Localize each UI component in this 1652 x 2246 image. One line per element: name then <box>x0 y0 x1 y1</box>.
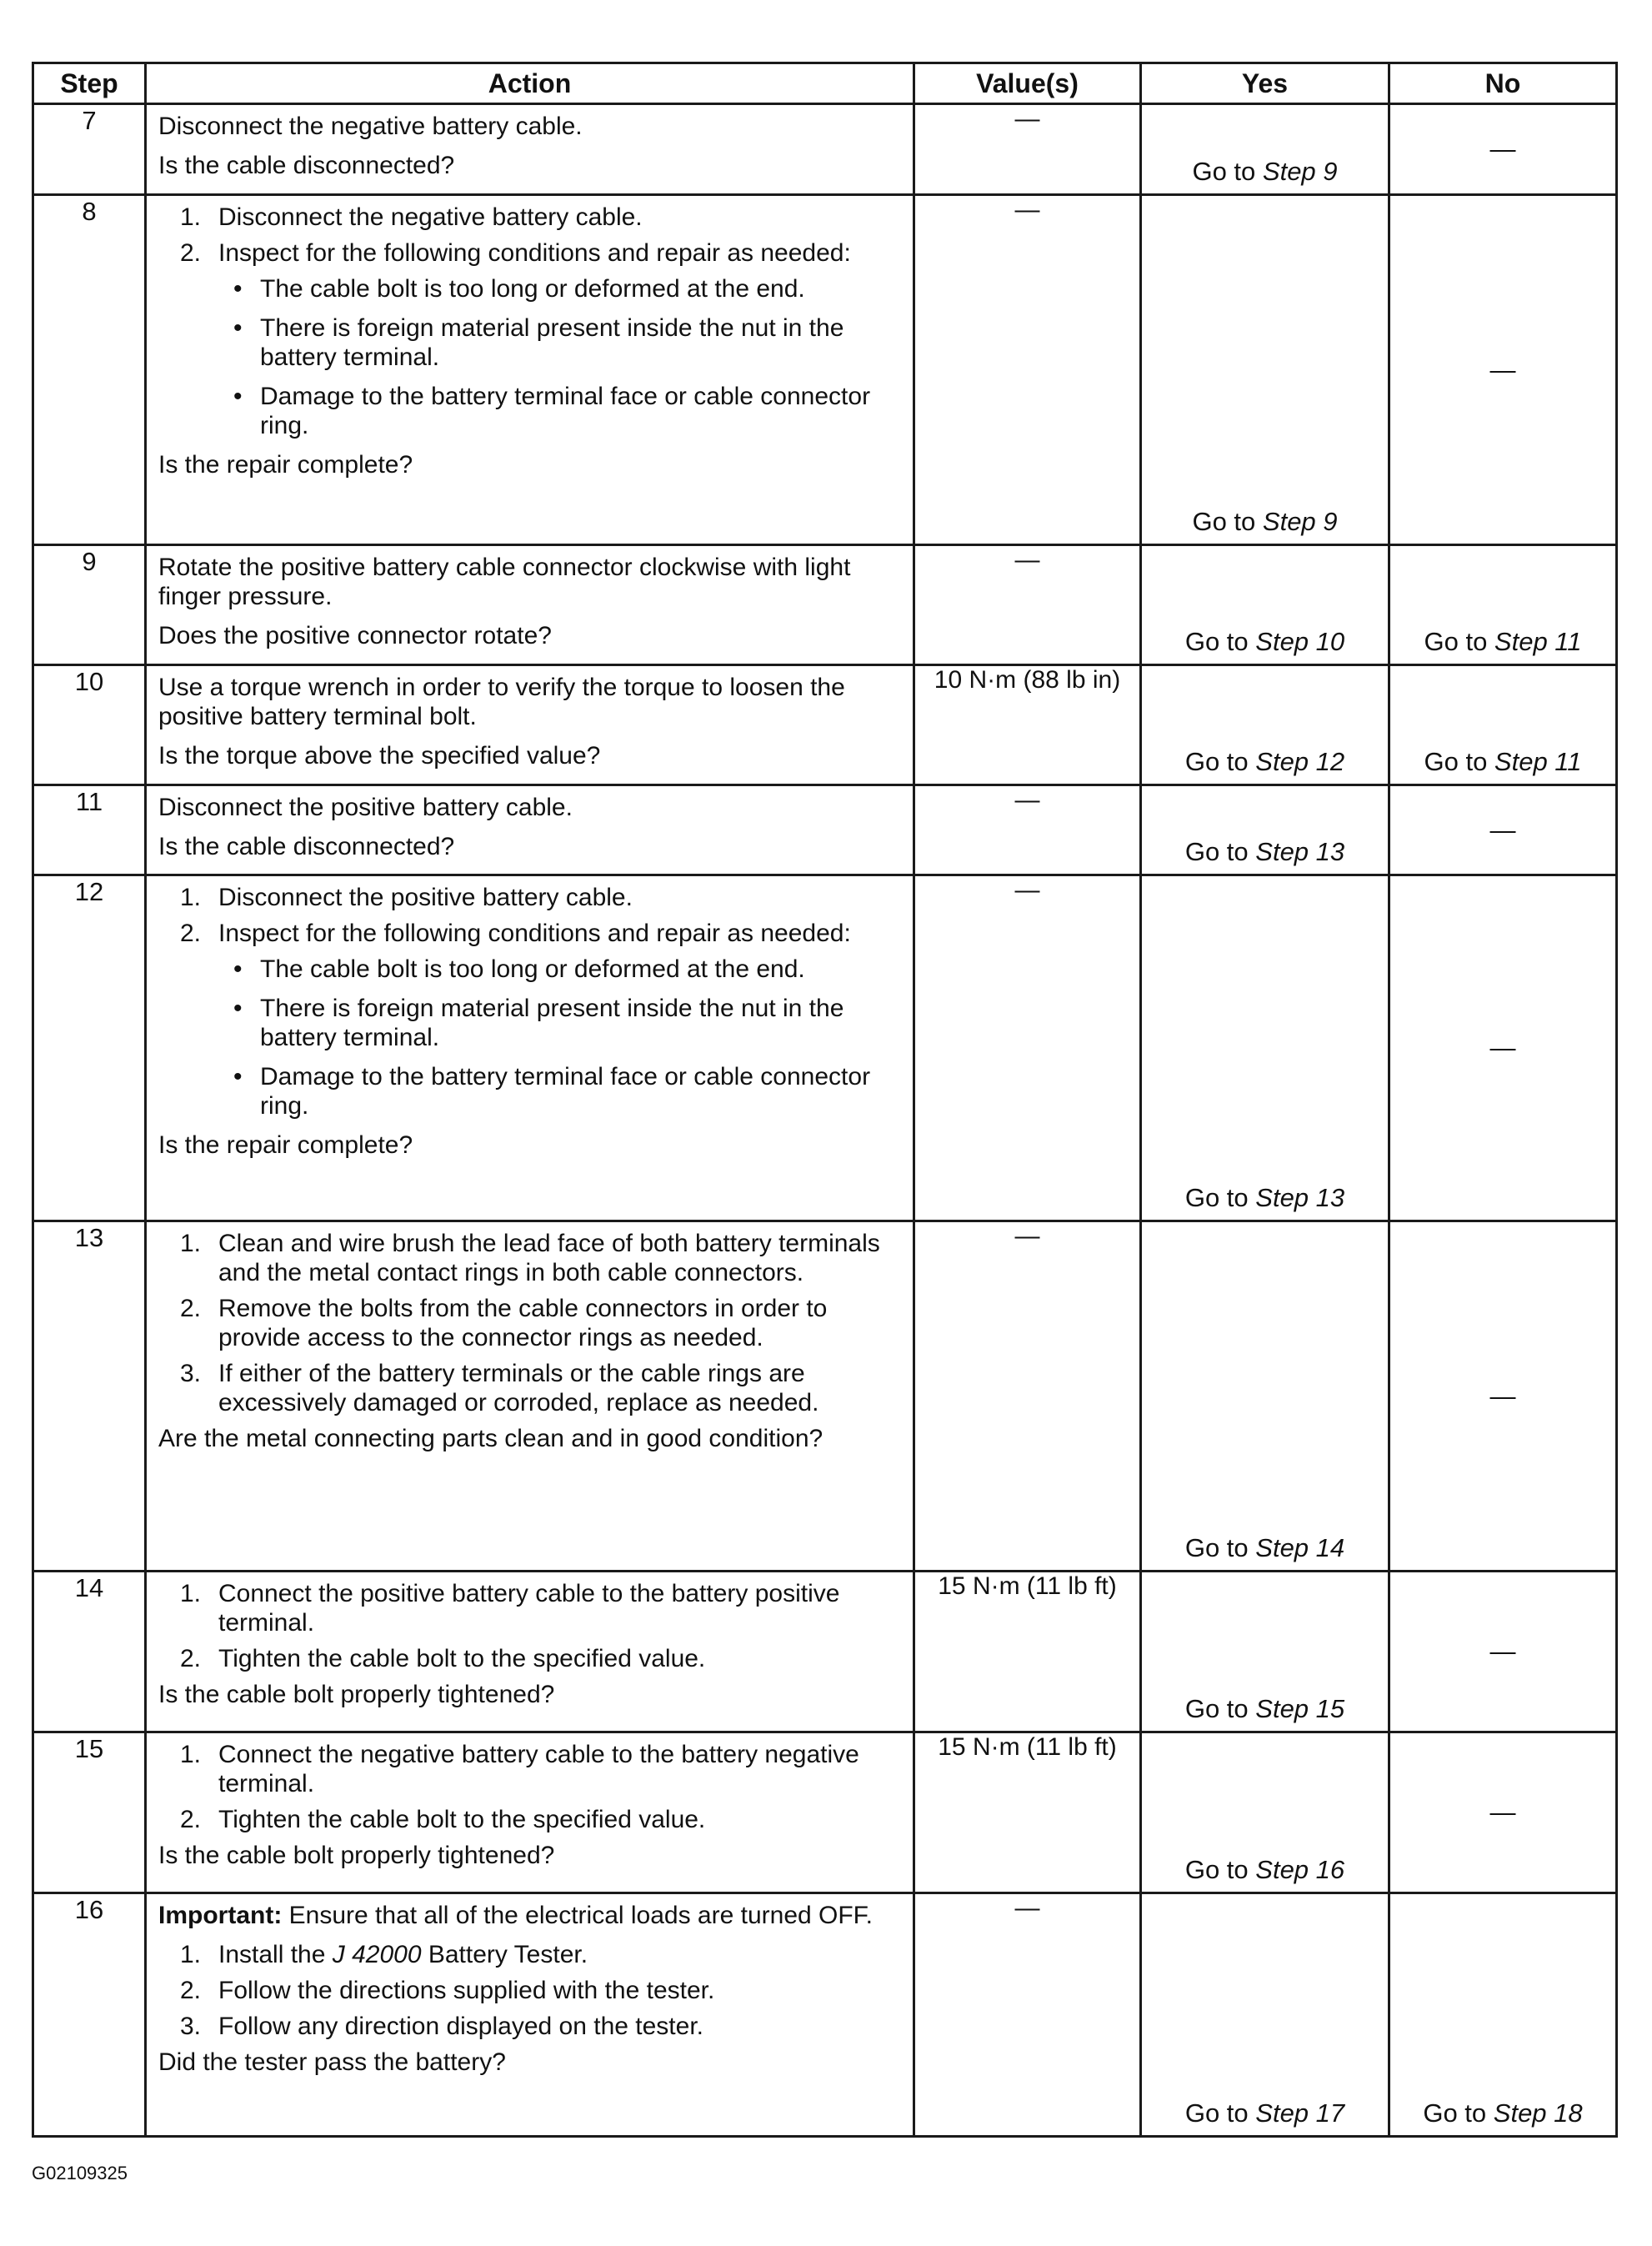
step-link[interactable]: Step 13 <box>1255 1183 1345 1212</box>
action-cell <box>146 195 914 545</box>
step-link[interactable]: Step 13 <box>1255 837 1345 866</box>
tool-name: J 42000 <box>332 1941 422 1968</box>
table-row <box>33 1221 1617 1572</box>
list-item <box>158 1940 903 1969</box>
action-cell <box>146 1732 914 1893</box>
item-number: 2. <box>180 1645 202 1672</box>
table-body <box>33 104 1617 2137</box>
yes-goto <box>1142 747 1388 777</box>
yes-cell <box>1141 1221 1389 1572</box>
item-number: 2. <box>180 920 202 947</box>
no-goto <box>1390 627 1615 657</box>
action-question: Did the tester pass the battery? <box>158 2048 506 2076</box>
numbered-list <box>158 1940 903 2041</box>
item-number: 1. <box>180 1741 202 1768</box>
table-row <box>33 1572 1617 1732</box>
item-text: Battery Tester. <box>421 1941 588 1968</box>
bullet-item: • There is foreign material present inside the nut in the battery terminal. <box>218 313 903 372</box>
item-text: Disconnect the negative battery cable. <box>218 203 643 231</box>
step-number: 9 <box>33 545 146 665</box>
item-number: 3. <box>180 1360 202 1387</box>
goto-prefix: Go to <box>1184 1855 1256 1884</box>
action-instruction: Disconnect the negative battery cable. <box>158 113 583 140</box>
goto-prefix: Go to <box>1192 507 1263 536</box>
yes-cell <box>1141 785 1389 875</box>
step-number: 7 <box>33 104 146 195</box>
step-number: 8 <box>33 195 146 545</box>
item-number: 2. <box>180 1806 202 1833</box>
yes-cell <box>1141 665 1389 785</box>
list-item <box>158 919 903 1120</box>
table-row <box>33 1893 1617 2137</box>
goto-prefix: Go to <box>1424 747 1494 776</box>
step-link[interactable]: Step 17 <box>1255 2098 1345 2128</box>
no-cell <box>1389 665 1617 785</box>
step-number: 12 <box>33 875 146 1221</box>
no-dash: — <box>1489 815 1516 845</box>
bullet-item: • Damage to the battery terminal face or cable connector ring. <box>218 1062 903 1120</box>
step-number: 11 <box>33 785 146 875</box>
header-values: Value(s) <box>914 63 1141 104</box>
no-dash: — <box>1489 1637 1516 1666</box>
value-cell: — <box>914 1221 1141 1572</box>
action-question: Is the cable bolt properly tightened? <box>158 1842 555 1869</box>
item-number: 1. <box>180 203 202 231</box>
step-link[interactable]: Step 12 <box>1255 747 1345 776</box>
figure-id: G02109325 <box>32 2163 128 2183</box>
item-text: Inspect for the following conditions and repair as needed: <box>218 239 851 267</box>
action-cell <box>146 545 914 665</box>
step-link[interactable]: Step 18 <box>1493 2098 1583 2128</box>
table-row <box>33 665 1617 785</box>
value-cell: 10 N·m (88 lb in) <box>914 665 1141 785</box>
no-cell <box>1389 875 1617 1221</box>
goto-prefix: Go to <box>1184 2098 1256 2128</box>
no-cell <box>1389 1732 1617 1893</box>
yes-goto <box>1142 1855 1388 1885</box>
value-cell: — <box>914 545 1141 665</box>
yes-cell <box>1141 1572 1389 1732</box>
goto-prefix: Go to <box>1184 1694 1256 1723</box>
no-dash: — <box>1489 1381 1516 1411</box>
table-row <box>33 875 1617 1221</box>
goto-prefix: Go to <box>1184 627 1256 656</box>
item-text: Install the <box>218 1941 333 1968</box>
list-item <box>158 883 903 912</box>
important-text: Ensure that all of the electrical loads are turned OFF. <box>282 1902 874 1929</box>
list-item <box>158 203 903 232</box>
bullet-list <box>218 955 903 1120</box>
no-goto <box>1390 2098 1615 2128</box>
step-number: 14 <box>33 1572 146 1732</box>
no-goto <box>1390 747 1615 777</box>
yes-goto <box>1142 507 1388 537</box>
list-item <box>158 238 903 440</box>
item-number: 1. <box>180 884 202 911</box>
numbered-list <box>158 1740 903 1834</box>
numbered-list <box>158 203 903 440</box>
list-item <box>158 1294 903 1352</box>
item-number: 1. <box>180 1230 202 1257</box>
value-cell: — <box>914 1893 1141 2137</box>
step-link[interactable]: Step 10 <box>1255 627 1345 656</box>
step-number: 15 <box>33 1732 146 1893</box>
list-item <box>158 1359 903 1417</box>
goto-prefix: Go to <box>1192 157 1263 186</box>
yes-cell <box>1141 545 1389 665</box>
action-cell <box>146 875 914 1221</box>
step-number: 16 <box>33 1893 146 2137</box>
goto-prefix: Go to <box>1184 837 1256 866</box>
no-dash: — <box>1489 1033 1516 1062</box>
yes-goto <box>1142 837 1388 867</box>
action-question: Is the cable disconnected? <box>158 152 455 179</box>
no-cell <box>1389 1572 1617 1732</box>
list-item <box>158 1976 903 2005</box>
action-instruction: Rotate the positive battery cable connector clockwise with light finger pressure. <box>158 554 851 610</box>
yes-cell <box>1141 875 1389 1221</box>
list-item <box>158 1579 903 1637</box>
important-note <box>158 1901 903 1930</box>
value-cell: — <box>914 875 1141 1221</box>
yes-goto <box>1142 627 1388 657</box>
action-cell <box>146 785 914 875</box>
yes-cell <box>1141 1893 1389 2137</box>
step-link[interactable]: Step 14 <box>1255 1533 1345 1562</box>
action-question: Is the cable bolt properly tightened? <box>158 1681 555 1708</box>
bullet-item: • There is foreign material present inside the nut in the battery terminal. <box>218 994 903 1052</box>
header-step: Step <box>33 63 146 104</box>
step-link[interactable]: Step 11 <box>1494 627 1582 656</box>
bullet-item: • Damage to the battery terminal face or cable connector ring. <box>218 382 903 440</box>
value-cell: 15 N·m (11 lb ft) <box>914 1732 1141 1893</box>
item-text: Connect the positive battery cable to the battery positive terminal. <box>218 1580 840 1637</box>
goto-prefix: Go to <box>1184 747 1256 776</box>
table-row <box>33 195 1617 545</box>
action-question: Does the positive connector rotate? <box>158 622 552 649</box>
action-question: Are the metal connecting parts clean and in good condition? <box>158 1425 823 1452</box>
action-question: Is the repair complete? <box>158 1131 413 1159</box>
item-number: 1. <box>180 1941 202 1968</box>
list-item <box>158 1740 903 1798</box>
bullet-item: • The cable bolt is too long or deformed at the end. <box>218 955 903 984</box>
item-text: Clean and wire brush the lead face of both battery terminals and the metal contact rings in both cable connectors. <box>218 1230 880 1286</box>
list-item <box>158 2012 903 2041</box>
action-question: Is the repair complete? <box>158 451 413 479</box>
action-cell <box>146 1893 914 2137</box>
yes-goto <box>1142 1694 1388 1724</box>
yes-cell <box>1141 1732 1389 1893</box>
no-cell <box>1389 1893 1617 2137</box>
value-cell: 15 N·m (11 lb ft) <box>914 1572 1141 1732</box>
item-text: Tighten the cable bolt to the specified value. <box>218 1806 706 1833</box>
numbered-list <box>158 1579 903 1673</box>
yes-goto <box>1142 2098 1388 2128</box>
item-text: Disconnect the positive battery cable. <box>218 884 633 911</box>
item-number: 2. <box>180 1295 202 1322</box>
value-cell: — <box>914 104 1141 195</box>
step-link[interactable]: Step 16 <box>1255 1855 1345 1884</box>
bullet-list <box>218 274 903 440</box>
action-cell <box>146 1221 914 1572</box>
no-cell <box>1389 785 1617 875</box>
no-cell <box>1389 104 1617 195</box>
action-cell <box>146 104 914 195</box>
numbered-list <box>158 1229 903 1417</box>
item-text: If either of the battery terminals or the cable rings are excessively damaged or corroded, replace as needed. <box>218 1360 819 1416</box>
table-row <box>33 104 1617 195</box>
yes-goto <box>1142 157 1388 187</box>
action-cell <box>146 665 914 785</box>
diagnostic-table <box>32 62 1618 2138</box>
list-item <box>158 1644 903 1673</box>
yes-goto <box>1142 1533 1388 1563</box>
step-link[interactable]: Step 9 <box>1262 157 1338 186</box>
value-cell: — <box>914 195 1141 545</box>
item-number: 1. <box>180 1580 202 1607</box>
item-text: Follow the directions supplied with the tester. <box>218 1977 715 2004</box>
action-question: Is the cable disconnected? <box>158 833 455 860</box>
no-cell <box>1389 1221 1617 1572</box>
item-number: 3. <box>180 2013 202 2040</box>
yes-goto <box>1142 1183 1388 1213</box>
goto-prefix: Go to <box>1424 627 1494 656</box>
table-header-row <box>33 63 1617 104</box>
item-text: Remove the bolts from the cable connectors in order to provide access to the connector rings as needed. <box>218 1295 828 1351</box>
goto-prefix: Go to <box>1423 2098 1494 2128</box>
step-link[interactable]: Step 15 <box>1255 1694 1345 1723</box>
table-row <box>33 545 1617 665</box>
table-row <box>33 1732 1617 1893</box>
bullet-item: • The cable bolt is too long or deformed at the end. <box>218 274 903 303</box>
no-dash: — <box>1489 354 1516 384</box>
item-text: Tighten the cable bolt to the specified value. <box>218 1645 706 1672</box>
value-cell: — <box>914 785 1141 875</box>
no-cell <box>1389 545 1617 665</box>
item-text: Inspect for the following conditions and repair as needed: <box>218 920 851 947</box>
header-yes: Yes <box>1141 63 1389 104</box>
goto-prefix: Go to <box>1184 1183 1256 1212</box>
table-row <box>33 785 1617 875</box>
header-action: Action <box>146 63 914 104</box>
yes-cell <box>1141 195 1389 545</box>
item-number: 2. <box>180 1977 202 2004</box>
step-number: 10 <box>33 665 146 785</box>
header-no: No <box>1389 63 1617 104</box>
action-instruction: Use a torque wrench in order to verify the torque to loosen the positive battery terminal bolt. <box>158 674 845 730</box>
step-link[interactable]: Step 9 <box>1262 507 1338 536</box>
numbered-list <box>158 883 903 1120</box>
no-cell <box>1389 195 1617 545</box>
action-question: Is the torque above the specified value? <box>158 742 601 770</box>
action-instruction: Disconnect the positive battery cable. <box>158 794 573 821</box>
goto-prefix: Go to <box>1184 1533 1256 1562</box>
step-number: 13 <box>33 1221 146 1572</box>
action-cell <box>146 1572 914 1732</box>
list-item <box>158 1805 903 1834</box>
item-number: 2. <box>180 239 202 267</box>
no-dash: — <box>1489 1797 1516 1827</box>
item-text: Follow any direction displayed on the tester. <box>218 2013 703 2040</box>
important-label: Important: <box>158 1902 283 1929</box>
step-link[interactable]: Step 11 <box>1494 747 1582 776</box>
item-text: Connect the negative battery cable to the battery negative terminal. <box>218 1741 859 1797</box>
no-dash: — <box>1489 134 1516 163</box>
yes-cell <box>1141 104 1389 195</box>
list-item <box>158 1229 903 1287</box>
